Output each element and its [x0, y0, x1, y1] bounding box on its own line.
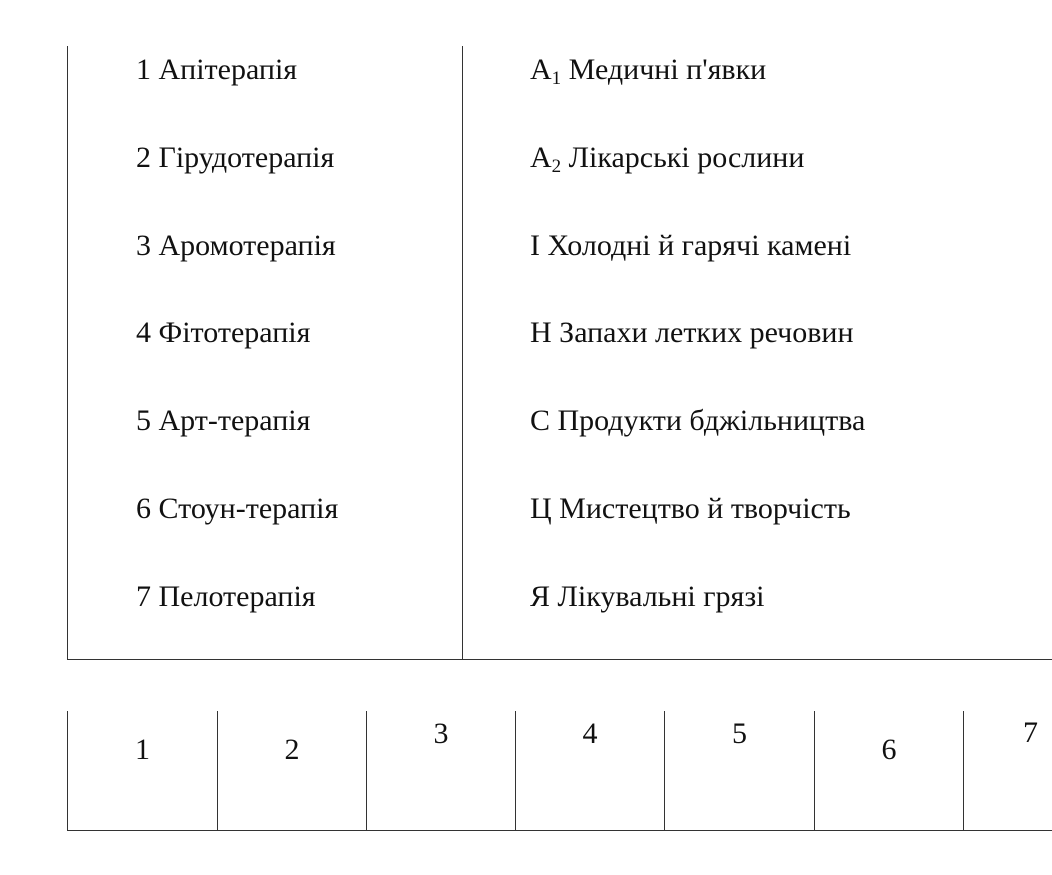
answer-number: 3 [433, 717, 449, 750]
resource-label: С Продукти бджільництва [530, 404, 866, 437]
answer-number: 1 [135, 733, 150, 766]
resource-label: Н Запахи летких речовин [530, 316, 854, 349]
matching-row [68, 134, 1052, 222]
therapy-label: 7 Пелотерапія [136, 580, 316, 613]
matching-table [67, 46, 1052, 660]
therapy-label: 2 Гірудотерапія [136, 141, 335, 174]
matching-row [68, 46, 1052, 134]
matching-row [68, 573, 1052, 661]
answer-cell[interactable] [963, 711, 1052, 831]
resource-label: $А_1$ Медичні п'явки [530, 53, 767, 89]
therapy-label: 5 Арт-терапія [136, 404, 311, 437]
answer-number: 2 [284, 733, 300, 766]
answer-cell[interactable] [67, 711, 217, 831]
resource-label: Ц Мистецтво й творчість [530, 492, 851, 525]
therapy-label: 4 Фітотерапія [136, 316, 311, 349]
matching-row [68, 309, 1052, 397]
resource-label: $А_2$ Лікарські рослини [530, 141, 805, 177]
resource-label: Я Лікувальні грязі [530, 580, 765, 613]
resource-label: І Холодні й гарячі камені [530, 229, 852, 262]
answer-number: 5 [732, 717, 747, 750]
therapy-label: 3 Аромотерапія [136, 229, 336, 262]
answer-number: 4 [582, 717, 598, 750]
answer-cell[interactable] [515, 711, 664, 831]
answer-cell[interactable] [217, 711, 366, 831]
answer-number: 7 [1023, 716, 1038, 749]
therapy-label: 6 Стоун-терапія [136, 492, 339, 525]
matching-row [68, 485, 1052, 573]
matching-row [68, 222, 1052, 310]
answer-grid [67, 711, 1052, 831]
answer-cell[interactable] [814, 711, 963, 831]
answer-cell[interactable] [366, 711, 515, 831]
answer-number: 6 [881, 733, 897, 766]
therapy-label: 1 Апітерапія [136, 53, 298, 86]
answer-cell[interactable] [664, 711, 814, 831]
matching-row [68, 397, 1052, 485]
